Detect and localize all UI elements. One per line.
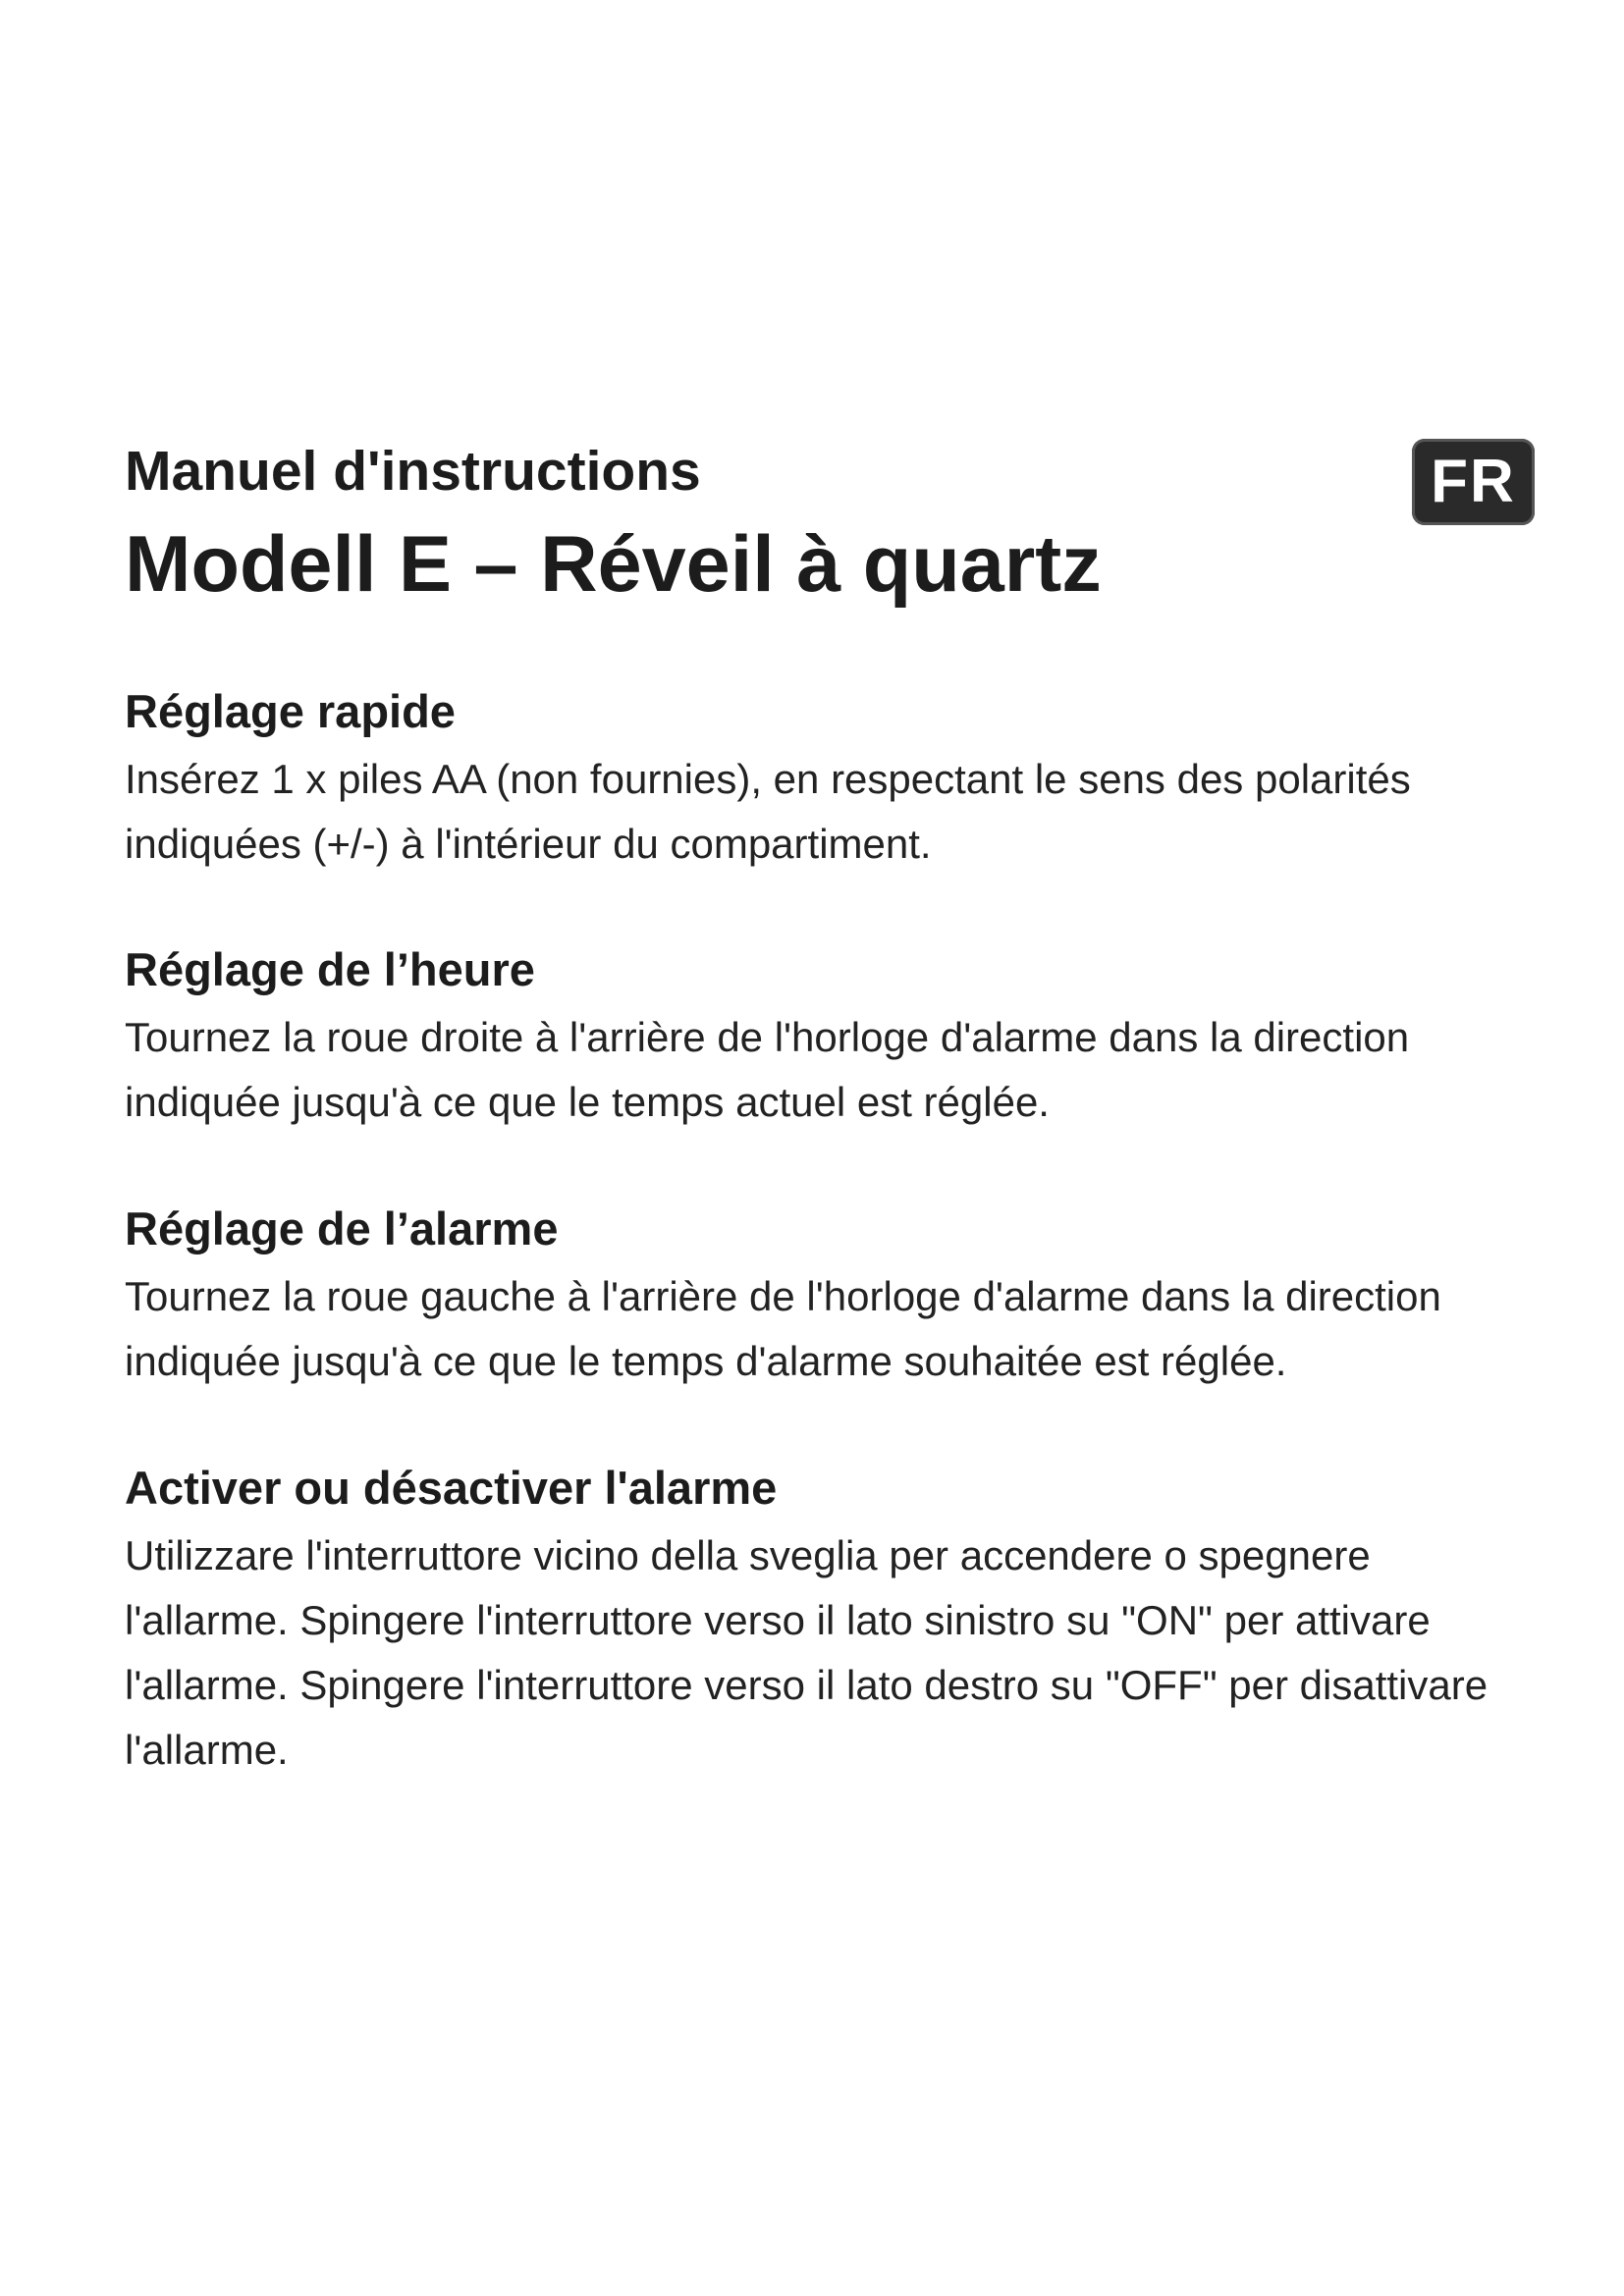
language-badge: FR — [1412, 439, 1535, 525]
section-body: Utilizzare l'interruttore vicino della sveglia per accendere o spegnere l'allarme. Spingere l'interruttore verso il lato sinistro su "ON" per attivare l'allarme. Spingere l'interruttore verso il lato destro su "OFF" per disattivare l'allarme. — [125, 1532, 1489, 1773]
section-alarm-toggle — [125, 1459, 1519, 1783]
section-time-setting — [125, 940, 1519, 1135]
section-heading: Réglage de l’heure — [125, 943, 535, 995]
section-heading: Réglage rapide — [125, 685, 456, 737]
section-alarm-setting — [125, 1200, 1519, 1394]
section-heading: Réglage de l’alarme — [125, 1202, 559, 1255]
manual-label: Manuel d'instructions — [125, 440, 701, 503]
page-title: Modell E – Réveil à quartz — [125, 520, 1102, 609]
section-quick-setup — [125, 682, 1519, 877]
section-body: Tournez la roue gauche à l'arrière de l'horloge d'alarme dans la direction indiquée jusqu'à ce que le temps d'alarme souhaitée est réglée. — [125, 1273, 1441, 1384]
section-heading: Activer ou désactiver l'alarme — [125, 1462, 778, 1514]
section-body: Tournez la roue droite à l'arrière de l'horloge d'alarme dans la direction indiquée jusqu'à ce que le temps actuel est réglée. — [125, 1014, 1410, 1125]
section-body: Insérez 1 x piles AA (non fournies), en respectant le sens des polarités indiquées (+/-) à l'intérieur du compartiment. — [125, 756, 1411, 867]
